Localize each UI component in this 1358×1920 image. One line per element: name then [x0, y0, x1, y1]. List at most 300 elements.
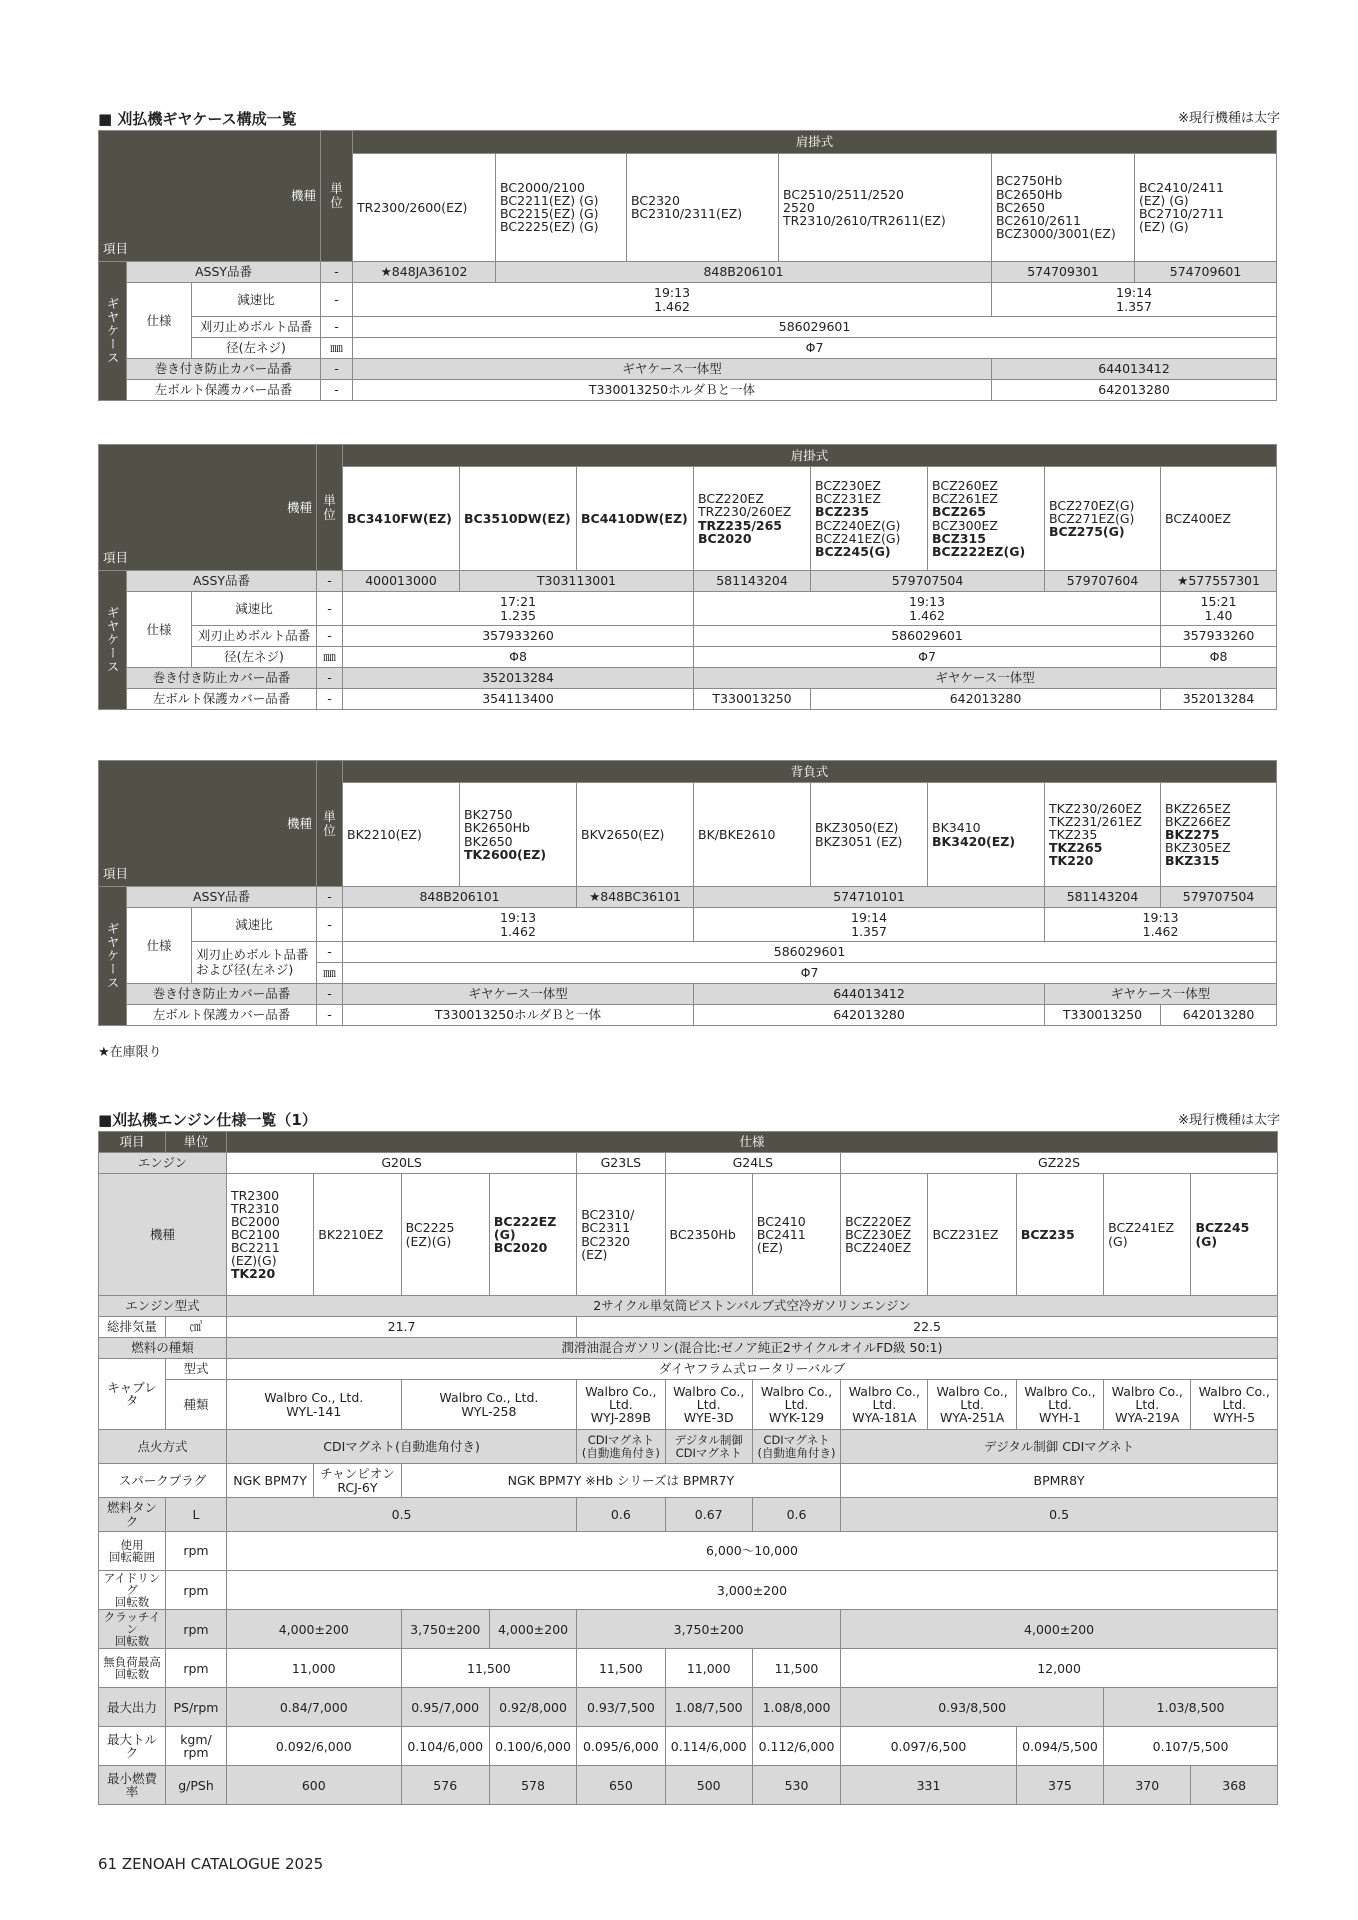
model-name: BCZ220EZ — [698, 491, 764, 507]
value-cell: ★848JA36102 — [353, 262, 496, 283]
value-cell: 19:13 1.462 — [353, 283, 992, 317]
unit-cell: - — [317, 942, 343, 963]
label-carb: キャブレタ — [99, 1359, 166, 1430]
model-name: BKV2650(EZ) — [581, 826, 665, 842]
model-cell — [811, 783, 928, 887]
unit-cell: kgm/ rpm — [166, 1727, 227, 1766]
unit-cell: - — [321, 283, 353, 317]
model-cell — [1045, 783, 1161, 887]
value-cell: CDIマグネト (自動進角付き) — [752, 1430, 840, 1464]
value-cell: 586029601 — [694, 626, 1161, 647]
value-cell: 578 — [489, 1766, 576, 1805]
label-torque: 最大トルク — [99, 1727, 166, 1766]
header-katakake: 肩掛式 — [343, 445, 1277, 467]
model-name: BC2020 — [698, 530, 752, 546]
value-cell: 3,000±200 — [226, 1571, 1277, 1610]
value-cell: 3,750±200 — [401, 1610, 489, 1649]
unit-cell: - — [317, 592, 343, 626]
value-cell: 4,000±200 — [841, 1610, 1278, 1649]
engine-g20ls: G20LS — [226, 1153, 576, 1174]
label-kei: 径(左ネジ) — [192, 338, 321, 359]
unit-cell: ㎜ — [321, 338, 353, 359]
value-cell: 848B206101 — [343, 887, 577, 908]
value-cell: 574709601 — [1135, 262, 1277, 283]
value-cell: 6,000～10,000 — [226, 1532, 1277, 1571]
value-cell: 375 — [1016, 1766, 1103, 1805]
label-plug: スパークプラグ — [99, 1464, 227, 1498]
label-assy: ASSY品番 — [127, 262, 321, 283]
model-name: (G) — [493, 1226, 516, 1242]
value-cell: T330013250ホルダＢと一体 — [343, 1005, 694, 1026]
label-makitsuki: 巻き付き防止カバー品番 — [127, 668, 317, 689]
model-name: BK2650Hb — [464, 820, 530, 836]
value-cell: 0.100/6,000 — [489, 1727, 576, 1766]
label-bolt-kei: 刈刃止めボルト品番および径(左ネジ) — [192, 942, 317, 984]
header-koumoku: 項目 — [99, 1132, 166, 1153]
value-cell: 0.104/6,000 — [401, 1727, 489, 1766]
header-shiyou: 仕様 — [226, 1132, 1277, 1153]
value-cell: 581143204 — [1045, 887, 1161, 908]
model-name: TK220 — [230, 1266, 276, 1282]
value-cell: 11,000 — [665, 1649, 752, 1688]
label-gearcase: ギヤケース — [99, 571, 127, 710]
model-name: BK/BKE2610 — [698, 826, 776, 842]
model-name: BC2311 — [581, 1220, 631, 1236]
model-cell — [694, 783, 811, 887]
model-name: TK220 — [1049, 853, 1094, 869]
value-cell: CDIマグネト (自動進角付き) — [577, 1430, 665, 1464]
header-katakake: 肩掛式 — [353, 131, 1277, 154]
label-tank: 燃料タンク — [99, 1498, 166, 1532]
header-koumoku: 項目 — [103, 549, 129, 565]
model-name: BC2211 — [230, 1240, 280, 1256]
unit-cell: - — [317, 668, 343, 689]
model-name: BK3420(EZ) — [932, 833, 1016, 849]
value-cell: デジタル制御 CDIマグネト — [665, 1430, 752, 1464]
unit-cell: - — [317, 1005, 343, 1026]
model-name: BC2310/ — [581, 1207, 635, 1223]
value-cell: 1.08/8,000 — [752, 1688, 840, 1727]
model-name: BKZ305EZ — [1165, 840, 1231, 856]
value-cell: Walbro Co., Ltd. WYK-129 — [752, 1380, 840, 1430]
value-cell: 0.5 — [841, 1498, 1278, 1532]
model-name: BC2410 — [756, 1213, 806, 1229]
value-cell: 21.7 — [226, 1317, 576, 1338]
model-name: BCZ245(G) — [815, 543, 891, 559]
model-name: TKZ231/261EZ — [1049, 813, 1142, 829]
model-cell: BC2510/2511/2520 2520 TR2310/2610/TR2611(EZ) — [779, 153, 992, 261]
model-name: BC2000 — [230, 1213, 280, 1229]
model-name: BCZ275(G) — [1049, 524, 1125, 540]
model-name: BCZ400EZ — [1165, 510, 1231, 526]
label-max-rpm: 無負荷最高 回転数 — [99, 1649, 166, 1688]
value-cell: Φ7 — [694, 647, 1161, 668]
label-engine: エンジン — [99, 1153, 227, 1174]
model-cell — [343, 467, 460, 571]
unit-cell: rpm — [166, 1532, 227, 1571]
value-cell: Φ7 — [353, 338, 1277, 359]
value-cell: 579707604 — [1045, 571, 1161, 592]
value-cell: 600 — [226, 1766, 401, 1805]
value-cell: 19:14 1.357 — [694, 908, 1045, 942]
model-cell — [841, 1174, 928, 1296]
value-cell: 579707504 — [1161, 887, 1277, 908]
unit-cell: - — [317, 626, 343, 647]
label-carb-kind: 種類 — [166, 1380, 227, 1430]
model-cell — [928, 783, 1045, 887]
model-name: BCZ315 — [932, 530, 986, 546]
unit-cell: - — [317, 689, 343, 710]
value-cell: 586029601 — [343, 942, 1277, 963]
model-cell — [1104, 1174, 1191, 1296]
value-cell: Φ8 — [1161, 647, 1277, 668]
value-cell: Walbro Co., Ltd. WYE-3D — [665, 1380, 752, 1430]
value-cell: 0.93/7,500 — [577, 1688, 665, 1727]
value-cell: 11,500 — [401, 1649, 577, 1688]
unit-cell: rpm — [166, 1610, 227, 1649]
page-footer: 61 ZENOAH CATALOGUE 2025 — [98, 1855, 324, 1873]
value-cell: 0.094/5,500 — [1016, 1727, 1103, 1766]
model-cell — [577, 467, 694, 571]
value-cell: ★848BC36101 — [577, 887, 694, 908]
model-name: BK2210EZ — [318, 1226, 384, 1242]
model-name: (EZ)(G) — [230, 1253, 277, 1269]
value-cell: Walbro Co., Ltd. WYL-258 — [401, 1380, 577, 1430]
value-cell: 17:21 1.235 — [343, 592, 694, 626]
engine-spec-table — [98, 1131, 1278, 1805]
value-cell: 11,000 — [226, 1649, 401, 1688]
label-idle: アイドリング 回転数 — [99, 1571, 166, 1610]
value-cell: 357933260 — [1161, 626, 1277, 647]
value-cell: 0.93/8,500 — [841, 1688, 1104, 1727]
model-name: TKZ230/260EZ — [1049, 800, 1142, 816]
value-cell: 12,000 — [841, 1649, 1278, 1688]
model-cell — [694, 467, 811, 571]
model-name: (EZ) — [581, 1246, 608, 1262]
value-cell: 368 — [1191, 1766, 1278, 1805]
unit-cell: - — [321, 262, 353, 283]
value-cell: 15:21 1.40 — [1161, 592, 1277, 626]
model-name: BC2100 — [230, 1226, 280, 1242]
model-name: BC4410DW(EZ) — [581, 510, 688, 526]
model-cell: BC2000/2100 BC2211(EZ) (G) BC2215(EZ) (G) BC2225(EZ) (G) — [496, 153, 627, 261]
value-cell: Walbro Co., Ltd. WYJ-289B — [577, 1380, 665, 1430]
model-cell — [343, 783, 460, 887]
model-name: BCZ245 — [1195, 1220, 1250, 1236]
value-cell: Φ7 — [343, 963, 1277, 984]
value-cell: 0.6 — [577, 1498, 665, 1532]
engine-gz22s: GZ22S — [841, 1153, 1278, 1174]
label-clutch: クラッチイン 回転数 — [99, 1610, 166, 1649]
model-cell: BC2750Hb BC2650Hb BC2650 BC2610/2611 BCZ3000/3001(EZ) — [992, 153, 1135, 261]
value-cell: 0.114/6,000 — [665, 1727, 752, 1766]
header-kishu: 機種 — [287, 815, 313, 831]
model-name: BCZ235 — [1020, 1226, 1075, 1242]
model-name: BCZ261EZ — [932, 491, 998, 507]
label-shiyou: 仕様 — [127, 592, 192, 668]
value-cell: 644013412 — [694, 984, 1045, 1005]
unit-cell: ㎜ — [317, 963, 343, 984]
model-name: BKZ265EZ — [1165, 800, 1231, 816]
value-cell: 650 — [577, 1766, 665, 1805]
model-cell — [811, 467, 928, 571]
model-cell — [460, 783, 577, 887]
header-kishu: 機種 — [291, 188, 317, 204]
gearcase-table-2 — [98, 444, 1277, 710]
model-name: BCZ220EZ — [845, 1213, 912, 1229]
value-cell: Φ8 — [343, 647, 694, 668]
label-power: 最大出力 — [99, 1688, 166, 1727]
model-name: BCZ230EZ — [815, 478, 881, 494]
value-cell: 848B206101 — [496, 262, 992, 283]
model-name: TK2600(EZ) — [464, 846, 547, 862]
model-name: BCZ270EZ(G) — [1049, 497, 1135, 513]
label-makitsuki: 巻き付き防止カバー品番 — [127, 984, 317, 1005]
unit-cell: ㎤ — [166, 1317, 227, 1338]
model-name: TKZ265 — [1049, 840, 1103, 856]
value-cell: T330013250ホルダＢと一体 — [353, 380, 992, 401]
model-cell: BC2320 BC2310/2311(EZ) — [627, 153, 779, 261]
model-name: BC2320 — [581, 1233, 631, 1249]
unit-cell: - — [317, 984, 343, 1005]
model-name: BKZ266EZ — [1165, 813, 1231, 829]
gearcase-table-1 — [98, 130, 1277, 401]
model-name: BK3410 — [932, 820, 981, 836]
label-shiyou: 仕様 — [127, 908, 192, 984]
label-fuel: 燃料の種類 — [99, 1338, 227, 1359]
model-cell — [460, 467, 577, 571]
unit-cell: L — [166, 1498, 227, 1532]
value-cell: ギヤケース一体型 — [353, 359, 992, 380]
gearcase-table-3 — [98, 760, 1277, 1026]
value-cell: 3,750±200 — [577, 1610, 841, 1649]
value-cell: 11,500 — [577, 1649, 665, 1688]
label-assy: ASSY品番 — [127, 887, 317, 908]
model-cell — [665, 1174, 752, 1296]
value-cell: 357933260 — [343, 626, 694, 647]
value-cell: 4,000±200 — [489, 1610, 576, 1649]
value-cell: 潤滑油混合ガソリン(混合比:ゼノア純正2サイクルオイルFD級 50:1) — [226, 1338, 1277, 1359]
model-name: BKZ275 — [1165, 826, 1220, 842]
value-cell: Walbro Co., Ltd. WYL-141 — [226, 1380, 401, 1430]
model-name: (EZ) — [756, 1240, 784, 1256]
value-cell: CDIマグネト(自動進角付き) — [226, 1430, 576, 1464]
value-cell: デジタル制御 CDIマグネト — [841, 1430, 1278, 1464]
value-cell: Walbro Co., Ltd. WYA-181A — [841, 1380, 928, 1430]
label-fuel-consumption: 最小燃費率 — [99, 1766, 166, 1805]
current-model-note: ※現行機種は太字 — [1178, 1113, 1280, 1128]
model-name: TR2310 — [230, 1200, 280, 1216]
value-cell: 0.097/6,500 — [841, 1727, 1017, 1766]
model-cell — [577, 1174, 665, 1296]
value-cell: 354113400 — [343, 689, 694, 710]
model-name: BCZ260EZ — [932, 478, 998, 494]
label-ignition: 点火方式 — [99, 1430, 227, 1464]
header-tani: 単位 — [321, 131, 353, 262]
header-kishu-koumoku — [99, 131, 321, 262]
model-cell — [1161, 783, 1277, 887]
label-bolt: 刈刃止めボルト品番 — [192, 626, 317, 647]
value-cell: 576 — [401, 1766, 489, 1805]
model-name: BC3410FW(EZ) — [347, 510, 452, 526]
value-cell: 331 — [841, 1766, 1017, 1805]
value-cell: チャンピオン RCJ-6Y — [314, 1464, 401, 1498]
model-name: BC2225 — [405, 1220, 455, 1236]
model-cell — [752, 1174, 840, 1296]
model-name: BCZ230EZ — [845, 1226, 912, 1242]
value-cell: 0.112/6,000 — [752, 1727, 840, 1766]
value-cell: 0.95/7,000 — [401, 1688, 489, 1727]
header-koumoku: 項目 — [103, 240, 129, 256]
model-name: TR2300 — [230, 1187, 280, 1203]
model-name: TRZ230/260EZ — [698, 504, 792, 520]
label-gearcase: ギヤケース — [99, 262, 127, 401]
label-engine-type: エンジン型式 — [99, 1296, 227, 1317]
model-cell — [1191, 1174, 1278, 1296]
model-name: TRZ235/265 — [698, 517, 782, 533]
header-koumoku: 項目 — [103, 865, 129, 881]
header-kishu-koumoku — [99, 445, 317, 571]
model-name: BKZ3050(EZ) — [815, 820, 899, 836]
unit-cell: rpm — [166, 1571, 227, 1610]
model-name: BCZ231EZ — [815, 491, 881, 507]
label-gensoku: 減速比 — [192, 908, 317, 942]
model-name: BCZ241EZ(G) — [815, 530, 901, 546]
value-cell: T303113001 — [460, 571, 694, 592]
value-cell: 0.6 — [752, 1498, 840, 1532]
value-cell: 11,500 — [752, 1649, 840, 1688]
model-name: BCZ222EZ(G) — [932, 543, 1026, 559]
engine-g23ls: G23LS — [577, 1153, 665, 1174]
model-name: BC2350Hb — [669, 1226, 736, 1242]
value-cell: 0.092/6,000 — [226, 1727, 401, 1766]
model-cell — [226, 1174, 313, 1296]
value-cell: 0.92/8,000 — [489, 1688, 576, 1727]
label-gensoku: 減速比 — [192, 592, 317, 626]
unit-cell: - — [321, 317, 353, 338]
value-cell: ギヤケース一体型 — [694, 668, 1277, 689]
model-name: BC222EZ — [493, 1213, 557, 1229]
model-name: BCZ231EZ — [932, 1226, 999, 1242]
value-cell: BPMR8Y — [841, 1464, 1278, 1498]
header-tani: 単位 — [166, 1132, 227, 1153]
value-cell: 0.5 — [226, 1498, 576, 1532]
unit-cell: - — [317, 571, 343, 592]
model-name: BCZ240EZ — [845, 1240, 912, 1256]
model-name: BCZ265 — [932, 504, 986, 520]
value-cell: 0.095/6,000 — [577, 1727, 665, 1766]
unit-cell: ㎜ — [317, 647, 343, 668]
label-kishu: 機種 — [99, 1174, 227, 1296]
value-cell: 642013280 — [992, 380, 1277, 401]
section-title-gearcase: ■ 刈払機ギヤケース構成一覧 — [98, 110, 297, 128]
label-hidari: 左ボルト保護カバー品番 — [127, 1005, 317, 1026]
unit-cell: - — [317, 908, 343, 942]
value-cell: 352013284 — [1161, 689, 1277, 710]
model-name: BK2210(EZ) — [347, 826, 422, 842]
value-cell: 500 — [665, 1766, 752, 1805]
label-shiyou: 仕様 — [127, 283, 192, 359]
value-cell: 530 — [752, 1766, 840, 1805]
value-cell: 586029601 — [353, 317, 1277, 338]
label-kei: 径(左ネジ) — [192, 647, 317, 668]
value-cell: 19:13 1.462 — [1045, 908, 1277, 942]
label-gearcase: ギヤケース — [99, 887, 127, 1026]
label-assy: ASSY品番 — [127, 571, 317, 592]
model-name: BCZ271EZ(G) — [1049, 510, 1135, 526]
value-cell: 19:13 1.462 — [343, 908, 694, 942]
header-seoi: 背負式 — [343, 761, 1277, 783]
value-cell: 574709301 — [992, 262, 1135, 283]
unit-cell: PS/rpm — [166, 1688, 227, 1727]
value-cell: 574710101 — [694, 887, 1045, 908]
value-cell: Walbro Co., Ltd. WYA-219A — [1104, 1380, 1191, 1430]
header-kishu: 機種 — [287, 499, 313, 515]
label-use-rpm: 使用 回転範囲 — [99, 1532, 166, 1571]
model-name: BC2411 — [756, 1226, 806, 1242]
model-cell — [577, 783, 694, 887]
value-cell: 22.5 — [577, 1317, 1278, 1338]
value-cell: 0.67 — [665, 1498, 752, 1532]
model-cell — [314, 1174, 401, 1296]
model-name: BKZ3051 (EZ) — [815, 833, 903, 849]
model-cell — [1045, 467, 1161, 571]
label-hidari: 左ボルト保護カバー品番 — [127, 380, 321, 401]
value-cell: NGK BPM7Y ※Hb シリーズは BPMR7Y — [401, 1464, 841, 1498]
model-cell — [1161, 467, 1277, 571]
model-name: BCZ241EZ — [1108, 1220, 1175, 1236]
model-name: BC3510DW(EZ) — [464, 510, 571, 526]
value-cell: 2サイクル単気筒ピストンバルブ式空冷ガソリンエンジン — [226, 1296, 1277, 1317]
label-carb-type: 型式 — [166, 1359, 227, 1380]
model-name: (G) — [1108, 1233, 1128, 1249]
value-cell: 642013280 — [694, 1005, 1045, 1026]
label-makitsuki: 巻き付き防止カバー品番 — [127, 359, 321, 380]
label-gensoku: 減速比 — [192, 283, 321, 317]
model-cell — [928, 467, 1045, 571]
stock-note: ★在庫限り — [98, 1045, 162, 1060]
model-cell — [1016, 1174, 1103, 1296]
unit-cell: g/PSh — [166, 1766, 227, 1805]
label-displacement: 総排気量 — [99, 1317, 166, 1338]
value-cell: 642013280 — [811, 689, 1161, 710]
value-cell: ギヤケース一体型 — [1045, 984, 1277, 1005]
value-cell: 19:13 1.462 — [694, 592, 1161, 626]
value-cell: 581143204 — [694, 571, 811, 592]
header-tani: 単位 — [317, 761, 343, 887]
model-cell — [401, 1174, 489, 1296]
value-cell: ★577557301 — [1161, 571, 1277, 592]
unit-cell: - — [321, 380, 353, 401]
model-name: TKZ235 — [1049, 826, 1098, 842]
model-cell — [928, 1174, 1016, 1296]
value-cell: 644013412 — [992, 359, 1277, 380]
value-cell: 642013280 — [1161, 1005, 1277, 1026]
value-cell: T330013250 — [1045, 1005, 1161, 1026]
model-cell: TR2300/2600(EZ) — [353, 153, 496, 261]
value-cell: 400013000 — [343, 571, 460, 592]
section-title-engine: ■刈払機エンジン仕様一覧（1） — [98, 1111, 317, 1129]
model-name: BKZ315 — [1165, 853, 1220, 869]
value-cell: 1.08/7,500 — [665, 1688, 752, 1727]
value-cell: 579707504 — [811, 571, 1045, 592]
value-cell: T330013250 — [694, 689, 811, 710]
header-tani: 単位 — [317, 445, 343, 571]
label-bolt: 刈刃止めボルト品番 — [192, 317, 321, 338]
model-name: (EZ)(G) — [405, 1233, 452, 1249]
value-cell: Walbro Co., Ltd. WYH-5 — [1191, 1380, 1278, 1430]
value-cell: 19:14 1.357 — [992, 283, 1277, 317]
